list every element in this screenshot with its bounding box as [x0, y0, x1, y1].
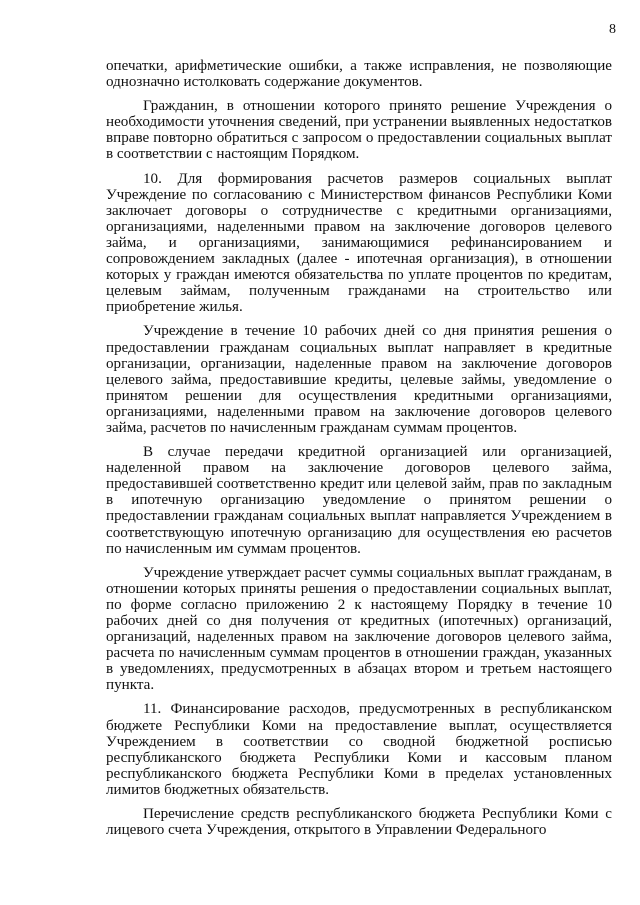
- paragraph: Перечисление средств республиканского бюджета Республики Коми с лицевого счета Учреждения, открытого в Управлении Федерального: [106, 806, 612, 839]
- paragraph: В случае передачи кредитной организацией или организацией, наделенной правом на заключение договоров целевого займа, предоставившей соответственно кредит или целевой займ, прав по закладным в ипотечную организацию уведомление о принятом решении о предоставлении гражданам социальных выплат направляется Учреждением в соответствующую ипотечную организацию для осуществления ею расчетов по начисленным им суммам процентов.: [106, 444, 612, 557]
- paragraph: 10. Для формирования расчетов размеров социальных выплат Учреждение по согласованию с Министерством финансов Республики Коми заключает договоры о сотрудничестве с кредитными организациями, организациями, наделенными правом на заключение договоров целевого займа, и организациями, занимающимися рефинансированием и сопровождением закладных (далее - ипотечная организация), в отношении которых у граждан имеются обязательства по уплате процентов по кредитам, целевым займам, полученным гражданами на строительство или приобретение жилья.: [106, 170, 612, 316]
- paragraph: опечатки, арифметические ошибки, а также исправления, не позволяющие однозначно истолковать содержание документов.: [106, 58, 612, 91]
- paragraph: Гражданин, в отношении которого принято решение Учреждения о необходимости уточнения сведений, при устранении выявленных недостатков вправе повторно обратиться с запросом о предоставлении социальных выплат в соответствии с настоящим Порядком.: [106, 98, 612, 163]
- page-number: 8: [609, 22, 616, 37]
- document-body: [106, 58, 612, 846]
- paragraph: 11. Финансирование расходов, предусмотренных в республиканском бюджете Республики Коми на предоставление выплат, осуществляется Учреждением в соответствии со сводной бюджетной росписью республиканского бюджета Республики Коми и кассовым планом республиканского бюджета Республики Коми в пределах установленных лимитов бюджетных обязательств.: [106, 701, 612, 798]
- paragraph: Учреждение утверждает расчет суммы социальных выплат гражданам, в отношении которых приняты решения о предоставлении социальных выплат, по форме согласно приложению 2 к настоящему Порядку в течение 10 рабочих дней со дня получения от кредитных (ипотечных) организаций, организаций, наделенных правом на заключение договоров целевого займа, расчета по начисленным суммам процентов в отношении граждан, указанных в уведомлениях, предусмотренных в абзацах втором и третьем настоящего пункта.: [106, 564, 612, 694]
- paragraph: Учреждение в течение 10 рабочих дней со дня принятия решения о предоставлении гражданам социальных выплат направляет в кредитные организации, организации, наделенные правом на заключение договоров целевого займа, предоставившие кредиты, целевые займы, уведомление о принятом решении для осуществления кредитными организациями, организациями, наделенными правом на заключение договоров целевого займа, расчетов по начисленным гражданам суммам процентов.: [106, 323, 612, 436]
